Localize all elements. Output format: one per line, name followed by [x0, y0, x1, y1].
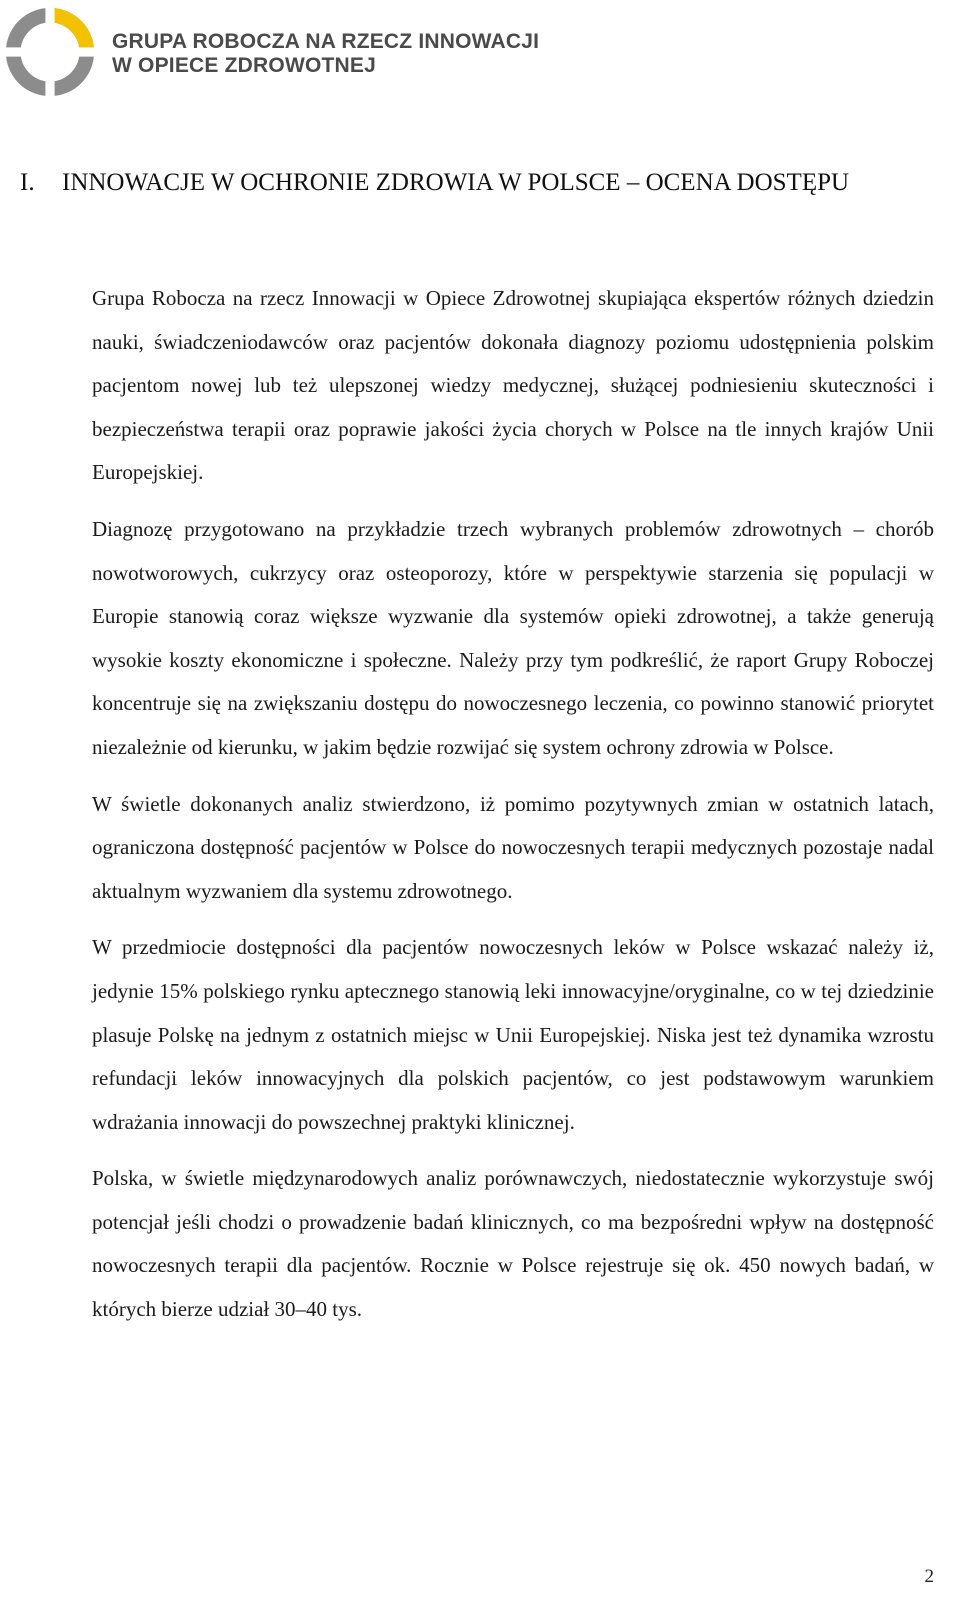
- paragraph: W świetle dokonanych analiz stwierdzono, iż pomimo pozytywnych zmian w ostatnich latach, ograniczona dostępność pacjentów w Polsce do nowoczesnych terapii medycznych pozostaje nadal aktualnym wyzwaniem dla systemu zdrowotnego.: [92, 791, 934, 903]
- shield-logo-icon: [4, 6, 96, 98]
- section-heading: [20, 168, 849, 198]
- paragraph: Diagnozę przygotowano na przykładzie trzech wybranych problemów zdrowotnych – chorób nowotworowych, cukrzycy oraz osteoporozy, które w perspektywie starzenia się populacji w Europie stanowią coraz większe wyzwanie dla systemów opieki zdrowotnej, a także generują wysokie koszty ekonomiczne i społeczne. Należy przy tym podkreślić, że raport Grupy Roboczej koncentruje się na zwiększaniu dostępu do nowoczesnego leczenia, co powinno stanowić priorytet niezależnie od kierunku, w jakim będzie rozwijać się system ochrony zdrowia w Polsce.: [92, 516, 934, 759]
- organization-name: [112, 30, 539, 78]
- page-number: 2: [924, 1566, 934, 1587]
- section-title: INNOWACJE W OCHRONIE ZDROWIA W POLSCE – OCENA DOSTĘPU: [62, 169, 850, 196]
- paragraph: Polska, w świetle międzynarodowych analiz porównawczych, niedostatecznie wykorzystuje swój potencjał jeśli chodzi o prowadzenie badań klinicznych, co ma bezpośredni wpływ na dostępność nowoczesnych terapii dla pacjentów. Rocznie w Polsce rejestruje się ok. 450 nowych badań, w których bierze udział 30–40 tys.: [92, 1166, 934, 1322]
- paragraph: W przedmiocie dostępności dla pacjentów nowoczesnych leków w Polsce wskazać należy iż, jedynie 15% polskiego rynku aptecznego stanowią leki innowacyjne/oryginalne, co w tej dziedzinie plasuje Polskę na jednym z ostatnich miejsc w Unii Europejskiej. Niska jest też dynamika wzrostu refundacji leków innowacyjnych dla polskich pacjentów, co jest podstawowym warunkiem wdrażania innowacji do powszechnej praktyki klinicznej.: [92, 935, 934, 1134]
- section-number: I.: [20, 169, 35, 196]
- paragraph: Grupa Robocza na rzecz Innowacji w Opiece Zdrowotnej skupiająca ekspertów różnych dziedzin nauki, świadczeniodawców oraz pacjentów dokonała diagnozy poziomu udostępnienia polskim pacjentom nowej lub też ulepszonej wiedzy medycznej, służącej podniesieniu skuteczności i bezpieczeństwa terapii oraz poprawie jakości życia chorych w Polsce na tle innych krajów Unii Europejskiej.: [92, 286, 934, 485]
- organization-name-line2: W OPIECE ZDROWOTNEJ: [112, 54, 376, 77]
- body-text: [92, 277, 934, 1332]
- organization-name-line1: GRUPA ROBOCZA NA RZECZ INNOWACJI: [112, 30, 540, 53]
